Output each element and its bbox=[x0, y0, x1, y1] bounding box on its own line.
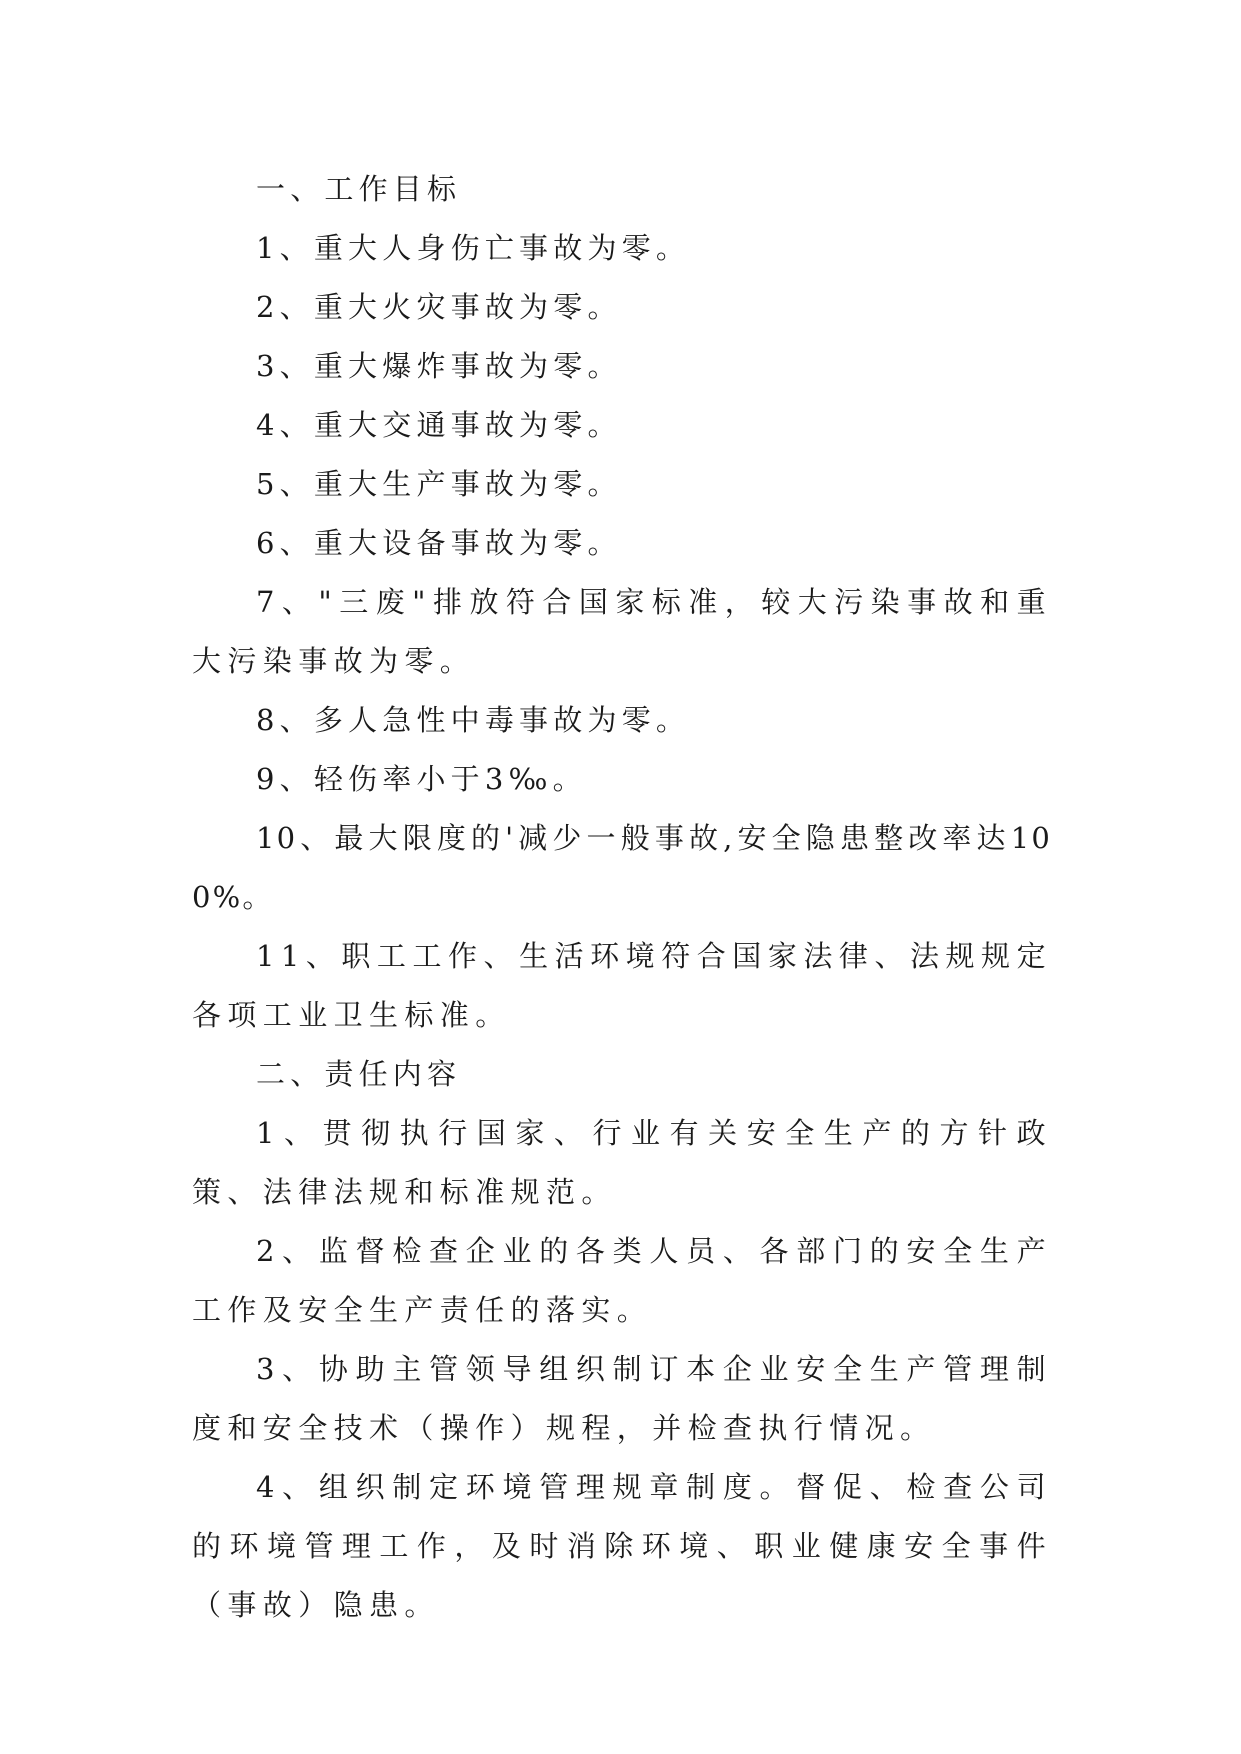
goal-item-6: 6、重大设备事故为零。 bbox=[256, 526, 622, 560]
goal-item-4: 4、重大交通事故为零。 bbox=[256, 408, 622, 442]
goal-item-8: 8、多人急性中毒事故为零。 bbox=[256, 703, 691, 737]
goal-item-3: 3、重大爆炸事故为零。 bbox=[256, 349, 622, 383]
goal-item-7: 7、"三废"排放符合国家标准，较大污染事故和重大污染事故为零。 bbox=[192, 585, 1052, 678]
section-heading-work-goals: 一、工作目标 bbox=[256, 172, 462, 206]
goal-item-1: 1、重大人身伤亡事故为零。 bbox=[256, 231, 691, 265]
goal-item-2: 2、重大火灾事故为零。 bbox=[256, 290, 622, 324]
responsibility-item-3: 3、协助主管领导组织制订本企业安全生产管理制度和安全技术（操作）规程，并检查执行情况。 bbox=[192, 1352, 1052, 1445]
goal-item-10: 10、最大限度的'减少一般事故,安全隐患整改率达100%。 bbox=[192, 821, 1052, 914]
goal-item-5: 5、重大生产事故为零。 bbox=[256, 467, 622, 501]
goal-item-9: 9、轻伤率小于3‰。 bbox=[256, 762, 587, 796]
responsibility-item-4: 4、组织制定环境管理规章制度。督促、检查公司的环境管理工作，及时消除环境、职业健康安全事件（事故）隐患。 bbox=[192, 1470, 1052, 1622]
responsibility-item-1: 1、贯彻执行国家、行业有关安全生产的方针政策、法律法规和标准规范。 bbox=[192, 1116, 1052, 1209]
goal-item-11: 11、职工工作、生活环境符合国家法律、法规规定各项工业卫生标准。 bbox=[192, 939, 1052, 1032]
section-heading-responsibilities: 二、责任内容 bbox=[256, 1057, 462, 1091]
document-body bbox=[192, 160, 1052, 1635]
responsibility-item-2: 2、监督检查企业的各类人员、各部门的安全生产工作及安全生产责任的落实。 bbox=[192, 1234, 1052, 1327]
